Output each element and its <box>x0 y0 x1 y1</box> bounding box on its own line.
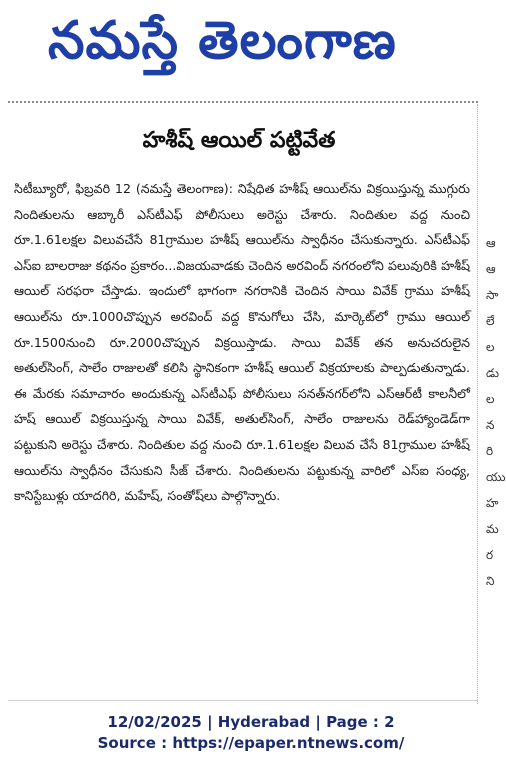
source-link[interactable]: Source : https://epaper.ntnews.com/ <box>97 734 405 752</box>
side-glyph: ని <box>486 574 495 588</box>
side-glyph: హ <box>486 496 499 510</box>
adjacent-column-fragment <box>484 118 506 698</box>
article-headline: హశీష్ ఆయిల్ పట్టివేత <box>142 128 336 153</box>
side-glyph: యు <box>486 470 506 484</box>
side-glyph: రి <box>486 444 494 458</box>
footer <box>0 712 502 754</box>
footer-divider <box>8 700 478 701</box>
column-divider <box>477 104 478 704</box>
masthead-divider <box>8 101 478 103</box>
article-body: సిటీబ్యూరో, ఫిబ్రవరి 12 (నమస్తే తెలంగాణ): నిషేధిత హశీష్ ఆయిల్‌ను విక్రయిస్తున్న ముగ్గురు నిందితులను ఆబ్కారీ ఎస్‌టీఎఫ్ పోలీసులు అరెస్టు చేశారు. నిందితుల వద్ద నుంచి రూ.1.61లక్షల విలువచేసే 81గ్రాముల హశీష్ ఆయిల్‌ను స్వాధీనం చేసుకున్నారు. ఎస్‌టీఎఫ్ ఎస్‌ఐ బాలరాజు కథనం ప్రకారం...విజయవాడకు చెందిన అరవింద్ నగరంలోని పలువురికి హశీష్ ఆయిల్ సరఫరా చేస్తాడు. ఇందులో భాగంగా నగరానికి చెందిన సాయి వివేక్ గ్రాము హశీష్ ఆయిల్‌ను రూ.1000చొప్పున అరవింద్ వద్ద కొనుగోలు చేసి, మార్కెట్‌లో గ్రాము ఆయిల్ రూ.1500నుంచి రూ.2000చొప్పున విక్రయిస్తాడు. సాయి వివేక్ తన అనుచరులైన అతుల్‌సింగ్, సాలేం రాజులతో కలిసి స్థానికంగా హశీష్ ఆయిల్ విక్రయాలకు పాల్పడుతున్నాడు. ఈ మేరకు సమాచారం అందుకున్న ఎస్‌టీఎఫ్ పోలీసులు సనత్‌నగర్‌లోని ఎస్‌ఆర్‌టీ కాలనీలో హష్ ఆయిల్ విక్రయిస్తున్న సాయి వివేక్, అతుల్‌సింగ్, సాలేం రాజులను రెడ్‌హ్యాండెడ్‌గా పట్టుకుని అరెస్టు చేశారు. నిందితుల వద్ద నుంచి రూ.1.61లక్షల విలువ చేసే 81గ్రాముల హశీష్ ఆయిల్‌ను స్వాధీనం చేసుకుని సీజ్ చేశారు. నిందితులను పట్టుకున్న వారిలో ఎస్‌ఐ సంధ్య, కానిస్టేబుళ్లు యాదగిరి, మహేష్, సంతోష్‌లు పాల్గొన్నారు. <box>14 181 470 504</box>
side-glyph: ర <box>486 548 494 562</box>
side-glyph: ల <box>486 392 495 406</box>
masthead <box>0 0 502 96</box>
side-glyph: లే <box>486 314 495 328</box>
side-glyph: ఆ <box>486 236 496 250</box>
side-glyph: ల <box>486 340 495 354</box>
side-glyph: సా <box>486 288 499 302</box>
side-glyph: ఆ <box>486 262 496 276</box>
side-glyph: డు <box>486 366 500 380</box>
edition-info: 12/02/2025 | Hyderabad | Page : 2 <box>107 713 395 731</box>
side-glyph: న <box>486 418 495 432</box>
newspaper-title: నమస్తే తెలంగాణ <box>48 11 397 71</box>
side-glyph: మ <box>486 522 499 536</box>
